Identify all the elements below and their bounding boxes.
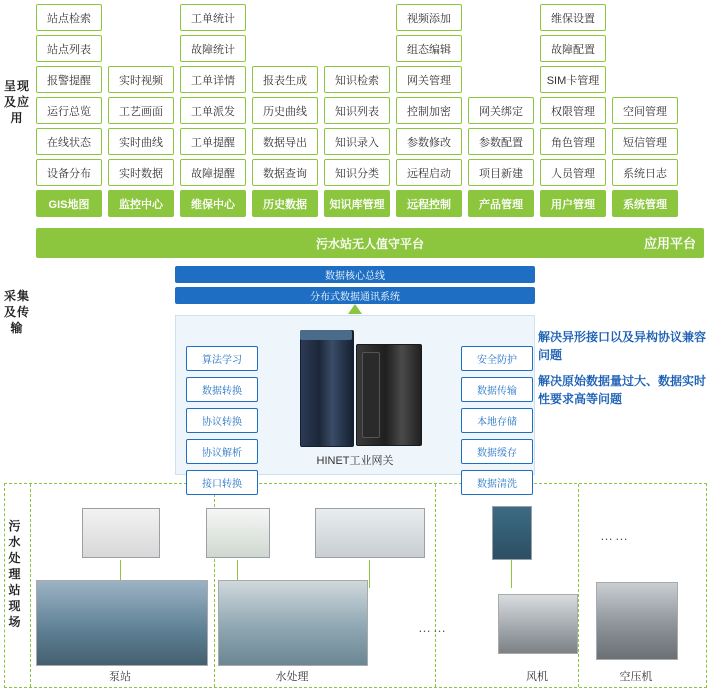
right-function-button[interactable]: 安全防护 bbox=[461, 346, 533, 371]
app-grid-cell[interactable]: 故障配置 bbox=[540, 35, 606, 62]
app-grid-cell[interactable]: GIS地图 bbox=[36, 190, 102, 217]
app-grid-cell[interactable]: 人员管理 bbox=[540, 159, 606, 186]
app-grid-cell[interactable]: 报表生成 bbox=[252, 66, 318, 93]
gateway-caption bbox=[280, 452, 430, 468]
caption-water-treatment bbox=[252, 668, 332, 684]
app-grid-cell[interactable]: 系统管理 bbox=[612, 190, 678, 217]
app-grid-cell[interactable]: 站点列表 bbox=[36, 35, 102, 62]
caption-pump-station-text: 泵站 bbox=[109, 671, 131, 683]
photo-blower bbox=[498, 594, 578, 654]
bus-core-label: 数据核心总线 bbox=[325, 271, 385, 282]
device-ellipsis bbox=[600, 528, 630, 543]
caption-blower-text: 风机 bbox=[526, 671, 548, 683]
app-grid-cell[interactable]: 监控中心 bbox=[108, 190, 174, 217]
left-function-button[interactable]: 协议转换 bbox=[186, 408, 258, 433]
right-function-button[interactable]: 数据传输 bbox=[461, 377, 533, 402]
app-grid-cell[interactable]: 知识检索 bbox=[324, 66, 390, 93]
app-grid-cell[interactable]: 站点检索 bbox=[36, 4, 102, 31]
plc-device-1 bbox=[82, 508, 160, 558]
app-grid-cell[interactable]: 知识列表 bbox=[324, 97, 390, 124]
app-grid-cell[interactable]: 产品管理 bbox=[468, 190, 534, 217]
site-divider-3 bbox=[435, 484, 436, 687]
app-grid-cell[interactable]: 工单提醒 bbox=[180, 128, 246, 155]
app-grid-cell[interactable]: 工单统计 bbox=[180, 4, 246, 31]
app-grid-cell[interactable]: 视频添加 bbox=[396, 4, 462, 31]
platform-bar bbox=[36, 228, 704, 258]
left-function-button[interactable]: 协议解析 bbox=[186, 439, 258, 464]
app-grid-cell[interactable]: 知识库管理 bbox=[324, 190, 390, 217]
note-realtime-data bbox=[538, 372, 708, 408]
caption-air-compressor bbox=[596, 668, 676, 684]
caption-blower bbox=[497, 668, 577, 684]
layer-label-presentation-text: 呈现及应用 bbox=[4, 79, 31, 125]
app-grid-cell[interactable]: 维保设置 bbox=[540, 4, 606, 31]
app-grid-cell[interactable]: 数据导出 bbox=[252, 128, 318, 155]
caption-pump-station bbox=[80, 668, 160, 684]
caption-water-treatment-text: 水处理 bbox=[275, 671, 309, 683]
app-grid-cell[interactable]: 项目新建 bbox=[468, 159, 534, 186]
left-function-button[interactable]: 算法学习 bbox=[186, 346, 258, 371]
bus-core bbox=[175, 266, 535, 283]
mid-ellipsis bbox=[418, 620, 448, 635]
application-grid bbox=[36, 4, 704, 224]
app-grid-cell[interactable]: 实时视频 bbox=[108, 66, 174, 93]
site-divider-4 bbox=[578, 484, 579, 687]
note-interface-compat-text: 解决异形接口以及异构协议兼容问题 bbox=[538, 330, 707, 362]
app-grid-cell[interactable]: 角色管理 bbox=[540, 128, 606, 155]
app-grid-cell[interactable]: 网关绑定 bbox=[468, 97, 534, 124]
layer-label-collection bbox=[4, 288, 30, 336]
gateway-device-secondary-panel bbox=[362, 352, 380, 438]
app-grid-cell[interactable]: 工单派发 bbox=[180, 97, 246, 124]
caption-air-compressor-text: 空压机 bbox=[619, 671, 653, 683]
plc-device-2 bbox=[206, 508, 270, 558]
app-grid-cell[interactable]: 实时数据 bbox=[108, 159, 174, 186]
left-function-button[interactable]: 数据转换 bbox=[186, 377, 258, 402]
plc-device-4 bbox=[492, 506, 532, 560]
photo-air-compressor bbox=[596, 582, 678, 660]
layer-label-collection-text: 采集及传输 bbox=[4, 289, 31, 335]
app-grid-cell[interactable]: 实时曲线 bbox=[108, 128, 174, 155]
app-grid-cell[interactable]: 网关管理 bbox=[396, 66, 462, 93]
app-grid-cell[interactable]: SIM卡管理 bbox=[540, 66, 606, 93]
platform-title: 污水站无人值守平台 bbox=[315, 236, 424, 251]
app-grid-cell[interactable]: 维保中心 bbox=[180, 190, 246, 217]
connector-4 bbox=[511, 560, 512, 588]
photo-pump-station bbox=[36, 580, 208, 666]
layer-label-presentation bbox=[4, 78, 30, 126]
app-grid-cell[interactable]: 远程控制 bbox=[396, 190, 462, 217]
app-grid-cell[interactable]: 控制加密 bbox=[396, 97, 462, 124]
app-grid-cell[interactable]: 设备分布 bbox=[36, 159, 102, 186]
layer-label-station-text: 污水处理站现场 bbox=[8, 519, 22, 629]
arrow-up-icon bbox=[348, 304, 362, 314]
app-grid-cell[interactable]: 故障提醒 bbox=[180, 159, 246, 186]
note-realtime-data-text: 解决原始数据量过大、数据实时性要求高等问题 bbox=[538, 374, 707, 406]
app-grid-cell[interactable]: 权限管理 bbox=[540, 97, 606, 124]
app-grid-cell[interactable]: 空间管理 bbox=[612, 97, 678, 124]
bus-distributed-label: 分布式数据通讯系统 bbox=[310, 292, 400, 303]
app-grid-cell[interactable]: 知识录入 bbox=[324, 128, 390, 155]
device-ellipsis-text: …… bbox=[600, 528, 630, 543]
photo-water-treatment bbox=[218, 580, 368, 666]
right-function-button[interactable]: 数据清洗 bbox=[461, 470, 533, 495]
app-grid-cell[interactable]: 短信管理 bbox=[612, 128, 678, 155]
app-grid-cell[interactable]: 远程启动 bbox=[396, 159, 462, 186]
right-function-button[interactable]: 数据缓存 bbox=[461, 439, 533, 464]
right-function-button[interactable]: 本地存储 bbox=[461, 408, 533, 433]
gateway-device-primary bbox=[300, 330, 354, 447]
plc-device-3 bbox=[315, 508, 425, 558]
app-grid-cell[interactable]: 历史数据 bbox=[252, 190, 318, 217]
mid-ellipsis-text: …… bbox=[418, 620, 448, 635]
app-grid-cell[interactable]: 故障统计 bbox=[180, 35, 246, 62]
app-grid-cell[interactable]: 数据查询 bbox=[252, 159, 318, 186]
left-function-button[interactable]: 接口转换 bbox=[186, 470, 258, 495]
app-grid-cell[interactable]: 知识分类 bbox=[324, 159, 390, 186]
app-grid-cell[interactable]: 运行总览 bbox=[36, 97, 102, 124]
app-grid-cell[interactable]: 历史曲线 bbox=[252, 97, 318, 124]
site-divider-1 bbox=[30, 484, 31, 687]
app-grid-cell[interactable]: 用户管理 bbox=[540, 190, 606, 217]
gateway-caption-text: HINET工业网关 bbox=[316, 455, 394, 467]
app-grid-cell[interactable]: 在线状态 bbox=[36, 128, 102, 155]
gateway-device-primary-top bbox=[300, 330, 352, 340]
app-grid-cell[interactable]: 报警提醒 bbox=[36, 66, 102, 93]
platform-tag: 应用平台 bbox=[643, 236, 696, 251]
note-interface-compat bbox=[538, 328, 708, 364]
app-grid-cell[interactable]: 系统日志 bbox=[612, 159, 678, 186]
app-grid-cell[interactable]: 参数修改 bbox=[396, 128, 462, 155]
app-grid-cell[interactable]: 工单详情 bbox=[180, 66, 246, 93]
app-grid-cell[interactable]: 工艺画面 bbox=[108, 97, 174, 124]
app-grid-cell[interactable]: 参数配置 bbox=[468, 128, 534, 155]
connector-3 bbox=[369, 560, 370, 588]
bus-distributed bbox=[175, 287, 535, 304]
app-grid-cell[interactable]: 组态编辑 bbox=[396, 35, 462, 62]
